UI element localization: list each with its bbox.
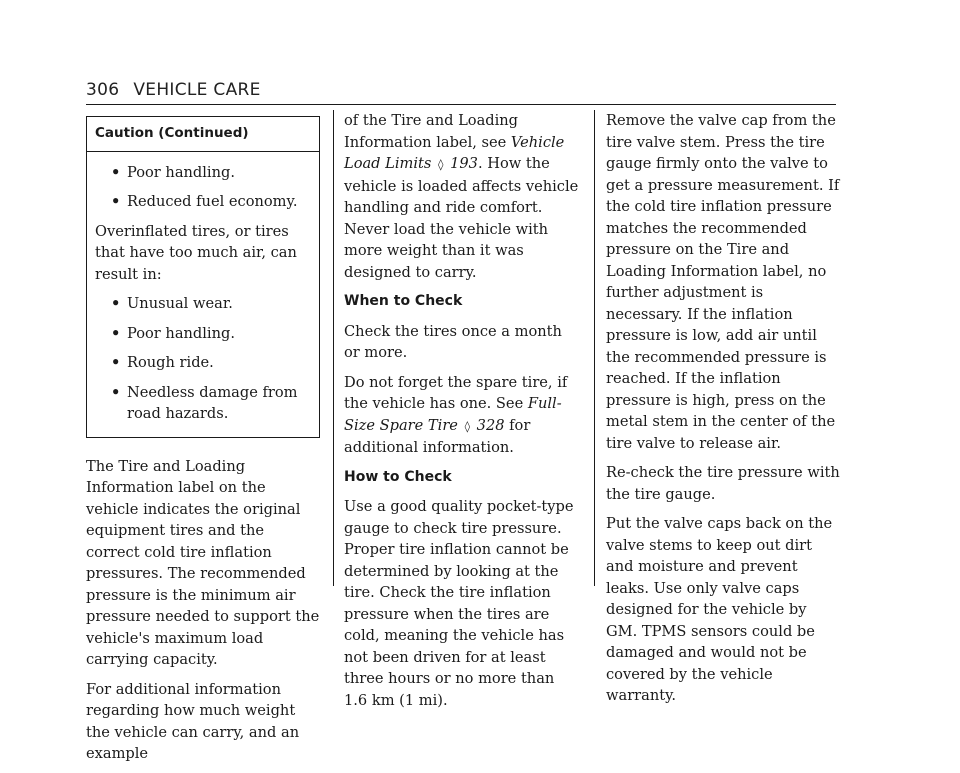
paragraph: Re-check the tire pressure with the tire gauge. [606,464,840,503]
page-number: 306 [86,80,120,100]
paragraph [344,110,582,283]
paragraph: Remove the valve cap from the tire valve stem. Press the tire gauge firmly onto the valve to get a pressure measurement. If the cold tire inflation pressure matches the recommended pressure on the Tire and Loading Information label, no further adjustment is necessary. If the inflation pressure is low, add air until the recommended pressure is reached. If the inflation pressure is high, press on the metal stem in the center of the tire valve to release air. [606,112,840,452]
page-header [86,80,261,100]
heading-when-to-check: When to Check [344,293,463,309]
paragraph: Use a good quality pocket-type gauge to check tire pressure. Proper tire inflation cannot be determined by looking at the tire. Check the tire inflation pressure when the tires are cold, meaning the vehicle has not been driven for at least three hours or no more than 1.6 km (1 mi). [344,498,574,709]
text-run: . How the vehicle is loaded affects vehicle handling and ride comfort. Never load the vehicle with more weight than it was designed to carry. [344,155,579,281]
page-ref-icon: ◊ [464,419,471,433]
heading-how-to-check: How to Check [344,468,452,485]
xref-vehicle-load-limits[interactable]: Vehicle Load Limits [344,133,565,172]
caution-title: Caution (Continued) [87,117,319,152]
header-rule [86,104,836,105]
caution-intro: Overinflated tires, or tires that have too much air, can result in: [95,222,297,283]
paragraph: The Tire and Loading Information label on the vehicle indicates the original equipment tires and the correct cold tire inflation pressures. The recommended pressure is the minimum air pressure needed to support the vehicle's maximum load carrying capacity. [86,457,320,668]
text-run: of the Tire and Loading Information label, see [344,112,519,151]
section-title: VEHICLE CARE [133,80,261,100]
xref-page-number[interactable]: 328 [476,416,505,434]
caution-box [86,116,320,438]
list-item: • Rough ride. [95,352,311,374]
list-item: • Needless damage from road hazards. [95,382,311,425]
list-item: • Unusual wear. [95,293,311,315]
paragraph: For additional information regarding how much weight the vehicle can carry, and an example [86,680,300,762]
xref-page-number[interactable]: 193 [450,155,478,172]
text-run: for additional information. [344,416,531,456]
list-item: • Poor handling. [95,162,311,184]
text-run: Do not forget the spare tire, if the vehicle has one. See [344,373,568,412]
page-ref-icon: ◊ [438,158,444,171]
caution-list-a [95,162,311,213]
column-divider-2 [594,110,595,586]
xref-full-size-spare-tire[interactable]: Full-Size Spare Tire [344,395,562,434]
paragraph: Check the tires once a month or more. [344,322,562,361]
list-item: • Reduced fuel economy. [95,191,311,213]
list-item: • Poor handling. [95,323,311,345]
paragraph: Put the valve caps back on the valve stems to keep out dirt and moisture and prevent leaks. Use only valve caps designed for the vehicle by GM. TPMS sensors could be damaged and would not be covered by the vehicle warranty. [606,515,833,704]
caution-body [87,152,319,437]
paragraph [344,372,582,459]
caution-list-b [95,293,311,425]
column-2 [344,110,582,719]
column-1 [86,112,320,773]
column-divider-1 [333,110,334,586]
column-3 [606,110,842,715]
